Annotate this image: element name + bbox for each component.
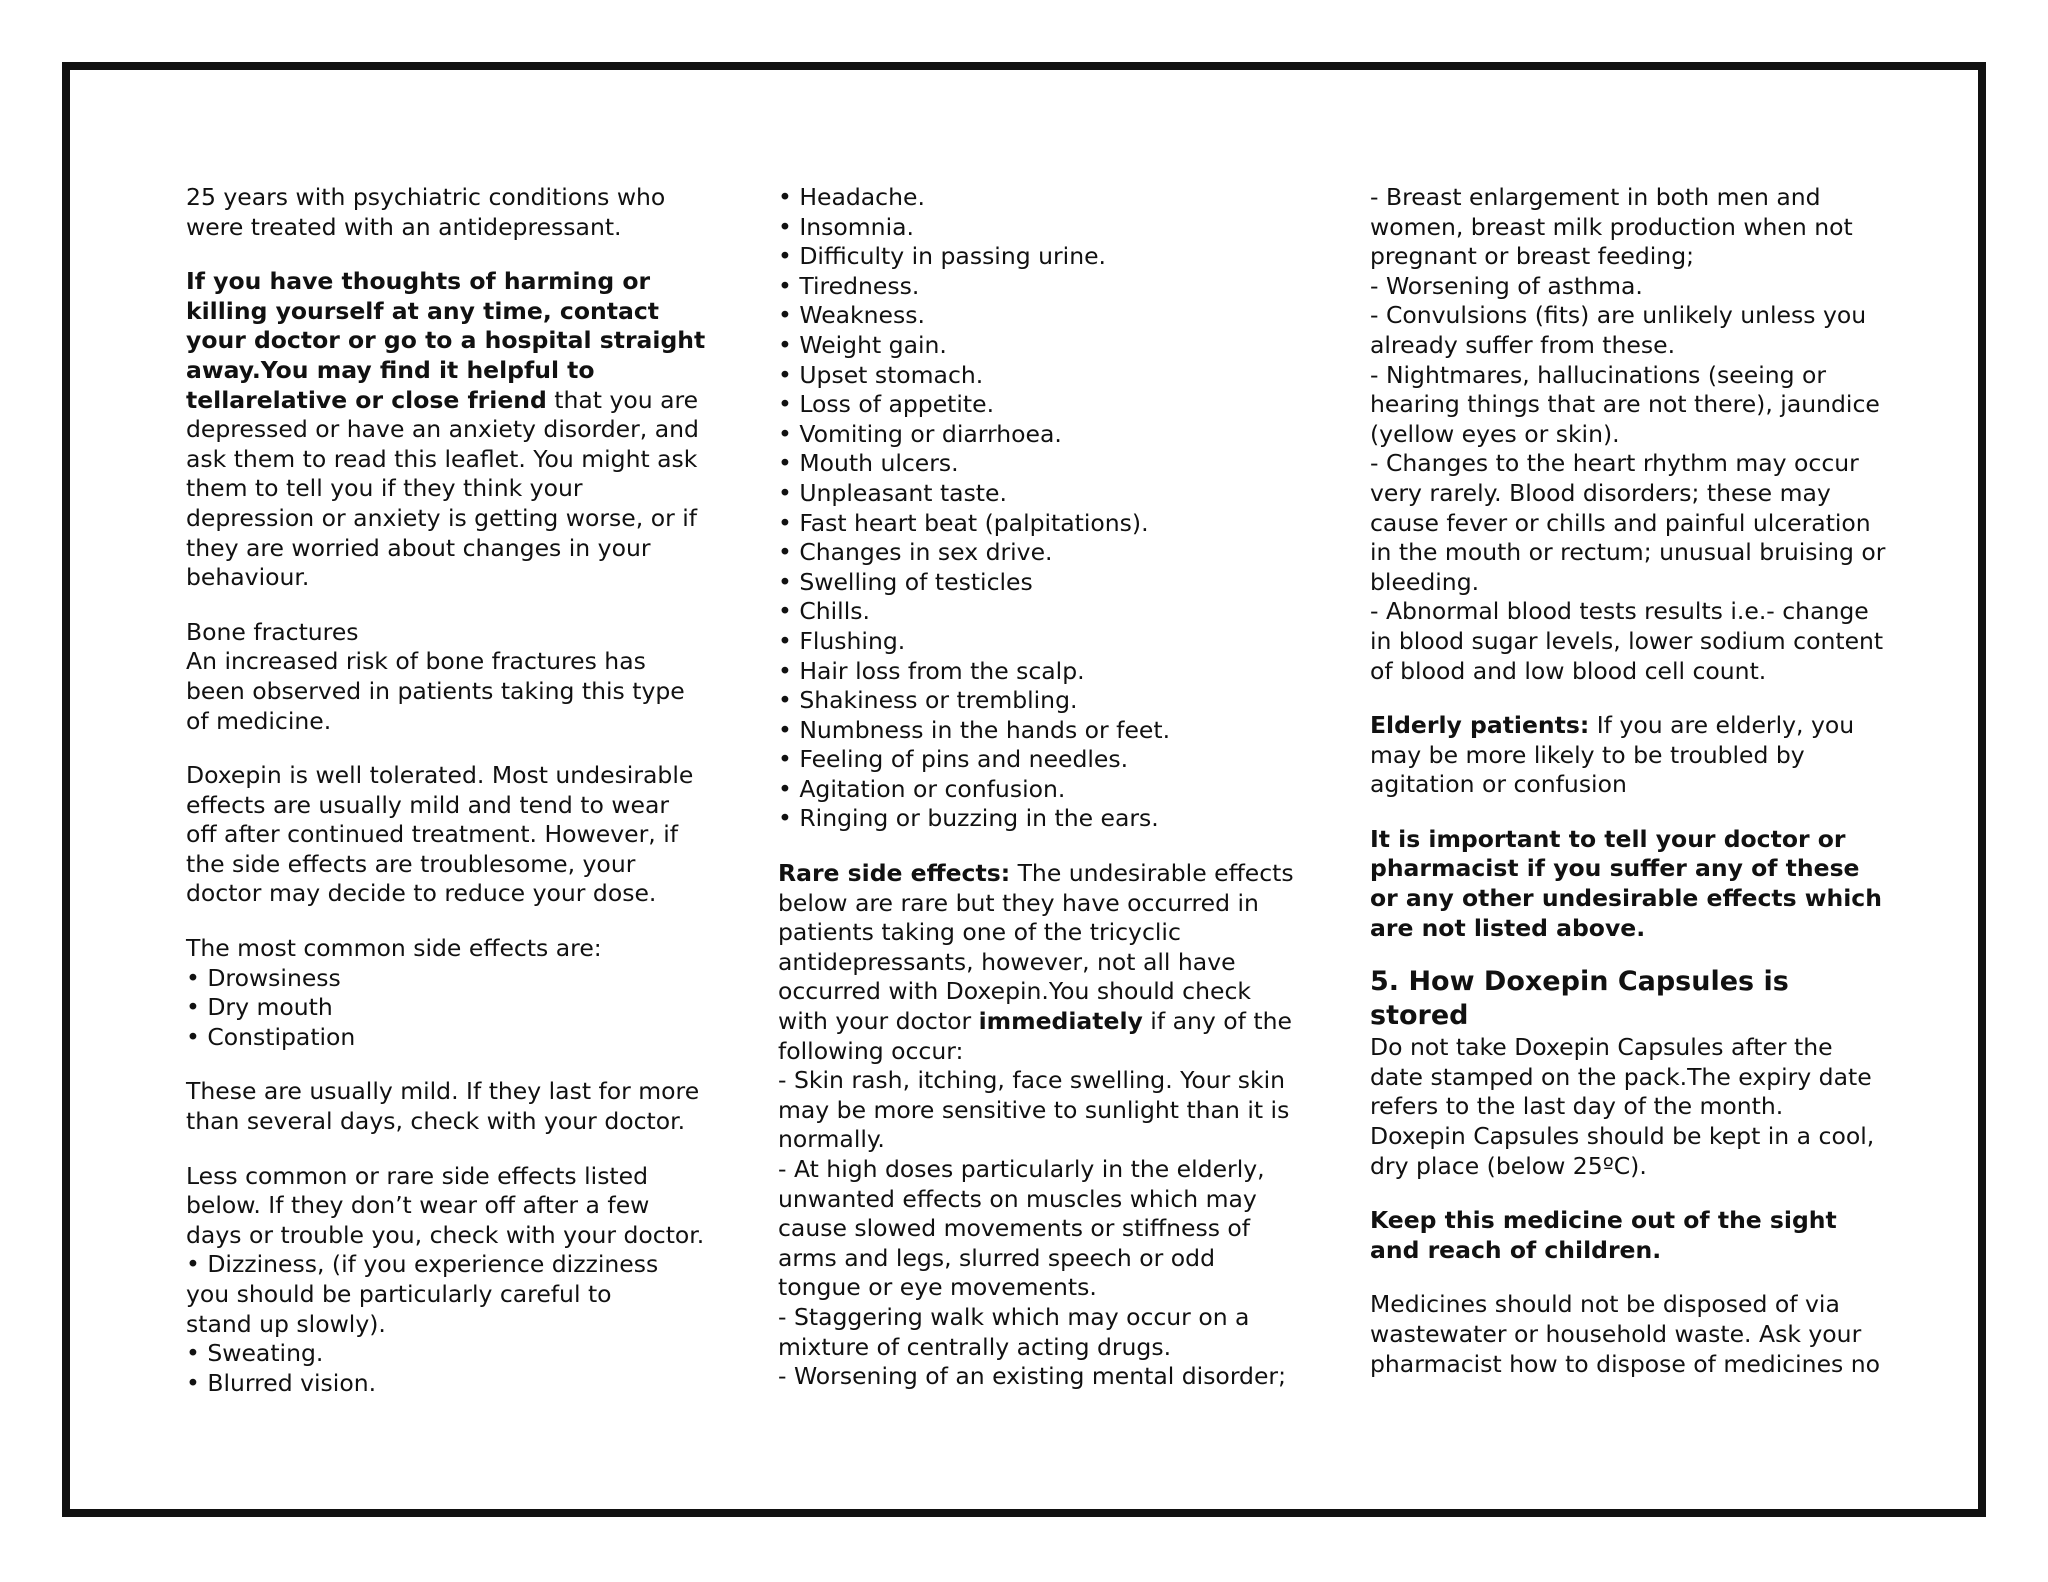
paragraph-elderly-patients [1370, 711, 1890, 800]
section-heading-storage: 5. How Doxepin Capsules is stored [1370, 966, 1789, 1032]
less-common-intro: Less common or rare side effects listed below. If they don’t wear off after a few days or trouble you, check with your doctor. [186, 1161, 705, 1249]
list-item: - Worsening of an existing mental disorder; [778, 1362, 1287, 1391]
paragraph-self-harm-warning [186, 267, 706, 593]
rare-side-effects-text-end: if any of the following occur: [778, 1007, 1292, 1065]
less-common-side-effects [186, 1162, 706, 1399]
list-item: • Fast heart beat (palpitations). [778, 508, 1149, 537]
storage-conditions-text: Doxepin Capsules should be kept in a cool, dry place (below 25ºC). [1370, 1122, 1875, 1180]
paragraph-age-note: 25 years with psychiatric conditions who were treated with an antidepressant. [186, 183, 666, 241]
list-item: • Sweating. [186, 1339, 324, 1368]
list-item: • Agitation or confusion. [778, 774, 1066, 803]
column-1 [186, 183, 706, 1398]
list-item: • Swelling of testicles [778, 567, 1033, 596]
list-item: • Dizziness, (if you experience dizziness you should be particularly careful to [186, 1250, 659, 1308]
common-side-effects-intro: The most common side effects are: [186, 934, 602, 963]
column-2 [778, 183, 1298, 1392]
storage-expiry-text: Do not take Doxepin Capsules after the date stamped on the pack.The expiry date refers to the last day of the month. [1370, 1033, 1872, 1121]
list-item-continuation: stand up slowly). [186, 1309, 386, 1338]
rare-side-effects-intro [778, 859, 1294, 1065]
list-item: • Chills. [778, 597, 870, 626]
side-effects-list [778, 183, 1298, 834]
list-item: • Weight gain. [778, 330, 947, 359]
self-harm-warning-bold: If you have thoughts of harming or killing yourself at any time, contact your doctor or go to a hospital straight away.You may find it helpful to tellarelative or close friend [186, 267, 706, 414]
list-item: • Vomiting or diarrhoea. [778, 419, 1062, 448]
rare-side-effects [778, 859, 1298, 1392]
list-item: • Ringing or buzzing in the ears. [778, 804, 1159, 833]
list-item: - Abnormal blood tests results i.e.- change in blood sugar levels, lower sodium content of blood and low blood cell count. [1370, 597, 1884, 685]
list-item: • Tiredness. [778, 271, 920, 300]
paragraph-bone-fractures [186, 618, 706, 736]
list-item: • Loss of appetite. [778, 390, 995, 419]
list-item: • Numbness in the hands or feet. [778, 715, 1171, 744]
rare-side-effects-continued [1370, 183, 1890, 686]
common-side-effects [186, 934, 706, 1052]
list-item: • Headache. [778, 183, 925, 211]
paragraph-storage [1370, 1033, 1890, 1181]
list-item: • Mouth ulcers. [778, 449, 959, 478]
paragraph-tolerance: Doxepin is well tolerated. Most undesirable effects are usually mild and tend to wear off after continued treatment. However, if the side effects are troublesome, your doctor may decide to reduce your dose. [186, 761, 694, 908]
immediately-emphasis: immediately [978, 1007, 1143, 1036]
list-item: - Staggering walk which may occur on a mixture of centrally acting drugs. [778, 1302, 1250, 1361]
list-item: • Feeling of pins and needles. [778, 745, 1129, 774]
list-item: • Upset stomach. [778, 360, 984, 389]
list-item: • Blurred vision. [186, 1368, 377, 1397]
list-item: - Convulsions (fits) are unlikely unless you already suffer from these. [1370, 301, 1867, 359]
paragraph-mild-note: These are usually mild. If they last for more than several days, check with your doctor. [186, 1077, 700, 1136]
elderly-patients-text: If you are elderly, you may be more likely to be troubled by agitation or confusion [1370, 711, 1855, 799]
list-item: • Unpleasant taste. [778, 478, 1007, 507]
column-3 [1370, 183, 1890, 1379]
list-item: • Flushing. [778, 626, 906, 655]
list-item: • Drowsiness [186, 963, 341, 992]
list-item: - At high doses particularly in the elderly, unwanted effects on muscles which may cause slowed movements or stiffness of arms and legs, slurred speech or odd tongue or eye movements. [778, 1155, 1265, 1302]
paragraph-important-notice: It is important to tell your doctor or pharmacist if you suffer any of these or any other undesirable effects which are not listed above. [1370, 824, 1882, 942]
list-item: • Constipation [186, 1022, 356, 1051]
paragraph-keep-away-children: Keep this medicine out of the sight and reach of children. [1370, 1206, 1837, 1264]
paragraph-disposal: Medicines should not be disposed of via wastewater or household waste. Ask your pharmacist how to dispose of medicines no [1370, 1290, 1881, 1378]
list-item: - Skin rash, itching, face swelling. Your skin may be more sensitive to sunlight than it is normally. [778, 1066, 1290, 1154]
list-item: - Worsening of asthma. [1370, 271, 1643, 300]
self-harm-warning-text: that you are depressed or have an anxiety disorder, and ask them to read this leaflet. You might ask them to tell you if they think your depression or anxiety is getting worse, or if they are worried about changes in your behaviour. [186, 385, 699, 592]
bone-fractures-text: An increased risk of bone fractures has been observed in patients taking this type of medicine. [186, 647, 685, 735]
bone-fractures-heading: Bone fractures [186, 617, 359, 646]
rare-side-effects-text: The undesirable effects below are rare but they have occurred in patients taking one of the tricyclic antidepressants, however, not all have occurred with Doxepin.You should check with your doctor [778, 859, 1294, 1036]
list-item: • Difficulty in passing urine. [778, 242, 1107, 271]
list-item: • Shakiness or trembling. [778, 686, 1078, 715]
list-item: - Breast enlargement in both men and women, breast milk production when not pregnant or breast feeding; [1370, 183, 1853, 271]
list-item: • Changes in sex drive. [778, 538, 1053, 567]
list-item: • Insomnia. [778, 212, 914, 241]
list-item: - Nightmares, hallucinations (seeing or hearing things that are not there), jaundice (yellow eyes or skin). [1370, 360, 1880, 448]
list-item: - Changes to the heart rhythm may occur very rarely. Blood disorders; these may cause fever or chills and painful ulceration in the mouth or rectum; unusual bruising or bleeding. [1370, 449, 1886, 596]
list-item: • Hair loss from the scalp. [778, 656, 1085, 685]
rare-side-effects-label: Rare side effects: [778, 859, 1011, 888]
list-item: • Dry mouth [186, 993, 333, 1022]
elderly-patients-label: Elderly patients: [1370, 711, 1590, 740]
list-item: • Weakness. [778, 301, 925, 330]
